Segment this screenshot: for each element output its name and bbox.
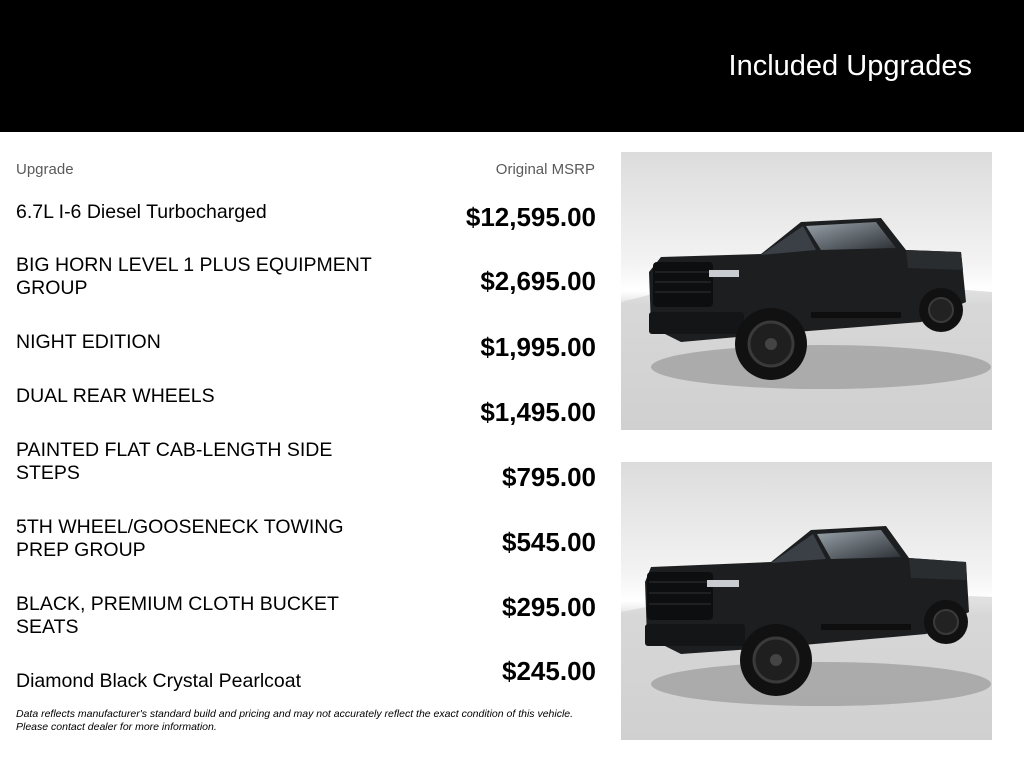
upgrade-name: DUAL REAR WHEELS bbox=[16, 385, 215, 407]
upgrade-price: $1,995.00 bbox=[480, 332, 596, 362]
truck-photo-side bbox=[621, 462, 992, 740]
upgrade-name: 5TH WHEEL/GOOSENECK TOWING PREP GROUP bbox=[16, 516, 344, 561]
upgrade-name: 6.7L I-6 Diesel Turbocharged bbox=[16, 201, 267, 223]
upgrade-row bbox=[0, 593, 600, 653]
upgrade-row bbox=[0, 516, 600, 576]
upgrade-price: $295.00 bbox=[502, 592, 596, 622]
upgrade-price: $1,495.00 bbox=[480, 397, 596, 427]
upgrade-price: $2,695.00 bbox=[480, 266, 596, 296]
truck-photo-front bbox=[621, 152, 992, 430]
upgrade-row bbox=[0, 656, 600, 706]
upgrade-row bbox=[0, 201, 600, 251]
upgrade-price: $245.00 bbox=[502, 656, 596, 686]
upgrade-price: $795.00 bbox=[502, 462, 596, 492]
truck-photo-icon bbox=[621, 462, 992, 740]
upgrade-name: BIG HORN LEVEL 1 PLUS EQUIPMENT GROUP bbox=[16, 254, 372, 299]
upgrade-row bbox=[0, 254, 600, 314]
upgrade-price: $545.00 bbox=[502, 527, 596, 557]
page-header bbox=[0, 0, 1024, 132]
upgrade-column-header: Upgrade bbox=[16, 161, 74, 178]
upgrade-name: NIGHT EDITION bbox=[16, 331, 161, 353]
page-title: Included Upgrades bbox=[728, 50, 972, 82]
msrp-column-header: Original MSRP bbox=[495, 161, 595, 178]
upgrade-row bbox=[0, 385, 600, 435]
truck-photo-icon bbox=[621, 152, 992, 430]
upgrade-row bbox=[0, 331, 600, 381]
upgrade-name: PAINTED FLAT CAB-LENGTH SIDE STEPS bbox=[16, 439, 333, 484]
disclaimer-text: Data reflects manufacturer's standard build and pricing and may not accurately reflect the exact condition of this vehicle. Please contact dealer for more information. bbox=[16, 708, 574, 733]
upgrade-name: Diamond Black Crystal Pearlcoat bbox=[16, 670, 302, 692]
upgrade-price: $12,595.00 bbox=[465, 202, 596, 232]
upgrade-name: BLACK, PREMIUM CLOTH BUCKET SEATS bbox=[16, 593, 339, 638]
upgrade-row bbox=[0, 439, 600, 499]
